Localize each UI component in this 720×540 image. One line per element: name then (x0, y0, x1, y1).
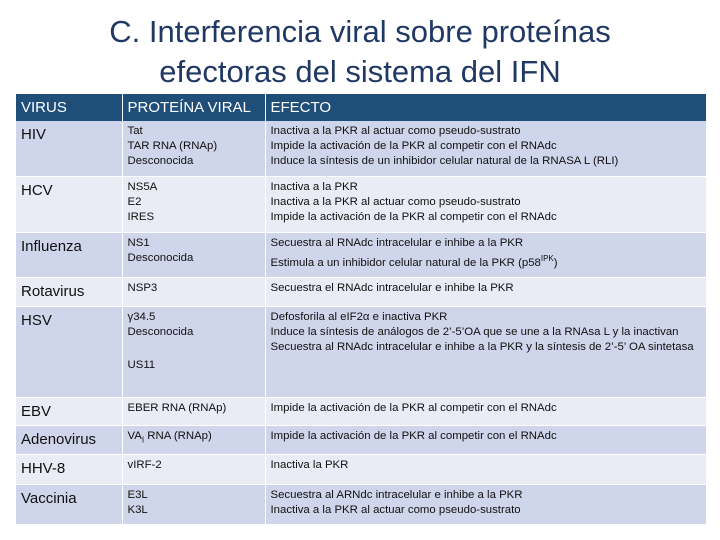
protein-cell (122, 277, 265, 306)
effect-line: Impide la activación de la PKR al competir con el RNAdc (270, 140, 557, 152)
protein-cell (122, 306, 265, 397)
effect-line: Impide la activación de la PKR al competir con el RNAdc (270, 401, 557, 414)
protein-text-rest: RNA (RNAp) (144, 429, 212, 442)
effect-text: Estimula a un inhibidor celular natural de la PKR (p58 (270, 256, 541, 269)
table-row (16, 397, 706, 425)
protein-cell (122, 232, 265, 277)
title-line-1: C. Interferencia viral sobre proteínas (109, 14, 611, 49)
effect-line: Secuestra al RNAdc intracelular e inhibe a la PKR (270, 236, 524, 249)
effect-line: Secuestra al RNAdc intracelular e inhibe a la PKR y la síntesis de 2’-5’ OA sintetasa (270, 340, 694, 353)
effect-cell (265, 425, 706, 454)
subscript-i: I (141, 434, 145, 444)
virus-cell: HIV (16, 121, 122, 176)
table-row (16, 306, 706, 397)
interference-table (16, 94, 707, 525)
protein-line: Desconocida (127, 155, 194, 167)
protein-cell (122, 484, 265, 524)
effect-line: Inactiva la PKR (270, 458, 349, 471)
effect-cell (265, 277, 706, 306)
superscript-ipk: IPK (540, 253, 554, 263)
protein-line: NS5A (127, 180, 158, 193)
effect-line: Defosforila al eIF2α e inactiva PKR (270, 310, 448, 323)
effect-line: Inactiva a la PKR al actuar como pseudo-sustrato (270, 195, 521, 208)
effect-text-close: ) (553, 256, 558, 269)
protein-line: Tat (127, 125, 143, 137)
table-row (16, 176, 706, 232)
effect-line: Impide la activación de la PKR al competir con el RNAdc (270, 210, 557, 223)
table-row (16, 484, 706, 524)
effect-line: Secuestra al ARNdc intracelular e inhibe a la PKR (270, 488, 523, 501)
header-viral-protein: PROTEÍNA VIRAL (122, 94, 265, 121)
protein-cell (122, 176, 265, 232)
virus-cell: Influenza (16, 232, 122, 277)
protein-cell (122, 425, 265, 454)
effect-cell (265, 232, 706, 277)
protein-cell (122, 121, 265, 176)
protein-line: K3L (127, 503, 148, 516)
table-row (16, 232, 706, 277)
title-line-2: efectoras del sistema del IFN (159, 54, 561, 89)
protein-line: E2 (127, 195, 142, 208)
protein-spacer (128, 340, 261, 358)
virus-cell: Vaccinia (16, 484, 122, 524)
table-row (16, 425, 706, 454)
protein-cell (122, 454, 265, 484)
virus-cell: HSV (16, 306, 122, 397)
protein-line: NSP3 (127, 281, 158, 294)
virus-cell: Adenovirus (16, 425, 122, 454)
effect-line: Impide la activación de la PKR al competir con el RNAdc (270, 429, 557, 442)
effect-cell (265, 121, 706, 176)
protein-line: IRES (127, 210, 155, 223)
effect-line: Secuestra el RNAdc intracelular e inhibe la PKR (270, 281, 514, 294)
protein-line: Desconocida (127, 325, 194, 338)
table-header-row (16, 94, 706, 121)
effect-cell (265, 484, 706, 524)
protein-line: vIRF-2 (127, 458, 162, 471)
effect-line: Inactiva a la PKR al actuar como pseudo-sustrato (270, 125, 521, 137)
virus-cell: HCV (16, 176, 122, 232)
effect-cell (265, 306, 706, 397)
protein-cell (122, 397, 265, 425)
effect-cell (265, 176, 706, 232)
table-row (16, 454, 706, 484)
protein-line: Desconocida (127, 251, 194, 264)
effect-cell (265, 397, 706, 425)
effect-line: Inactiva a la PKR al actuar como pseudo-sustrato (270, 503, 521, 516)
protein-line: TAR RNA (RNAp) (127, 140, 218, 152)
virus-cell: HHV-8 (16, 454, 122, 484)
protein-line: EBER RNA (RNAp) (127, 401, 227, 414)
protein-line: E3L (127, 488, 148, 501)
virus-cell: EBV (16, 397, 122, 425)
header-effect: EFECTO (265, 94, 706, 121)
effect-line: Inactiva a la PKR (270, 180, 358, 193)
protein-line: US11 (127, 358, 156, 371)
protein-line: NS1 (127, 236, 150, 249)
table-row (16, 121, 706, 176)
table-row (16, 277, 706, 306)
effect-cell (265, 454, 706, 484)
effect-line: Induce la síntesis de análogos de 2’-5’OA que se une a la RNAsa L y la inactivan (270, 325, 679, 338)
protein-line (128, 429, 261, 447)
protein-line: γ34.5 (127, 310, 156, 323)
virus-cell: Rotavirus (16, 277, 122, 306)
effect-line (271, 251, 702, 271)
effect-line: Induce la síntesis de un inhibidor celular natural de la RNASA L (RLI) (270, 155, 619, 167)
slide-title (0, 12, 720, 92)
header-virus: VIRUS (16, 94, 122, 121)
protein-text: VA (127, 429, 142, 442)
